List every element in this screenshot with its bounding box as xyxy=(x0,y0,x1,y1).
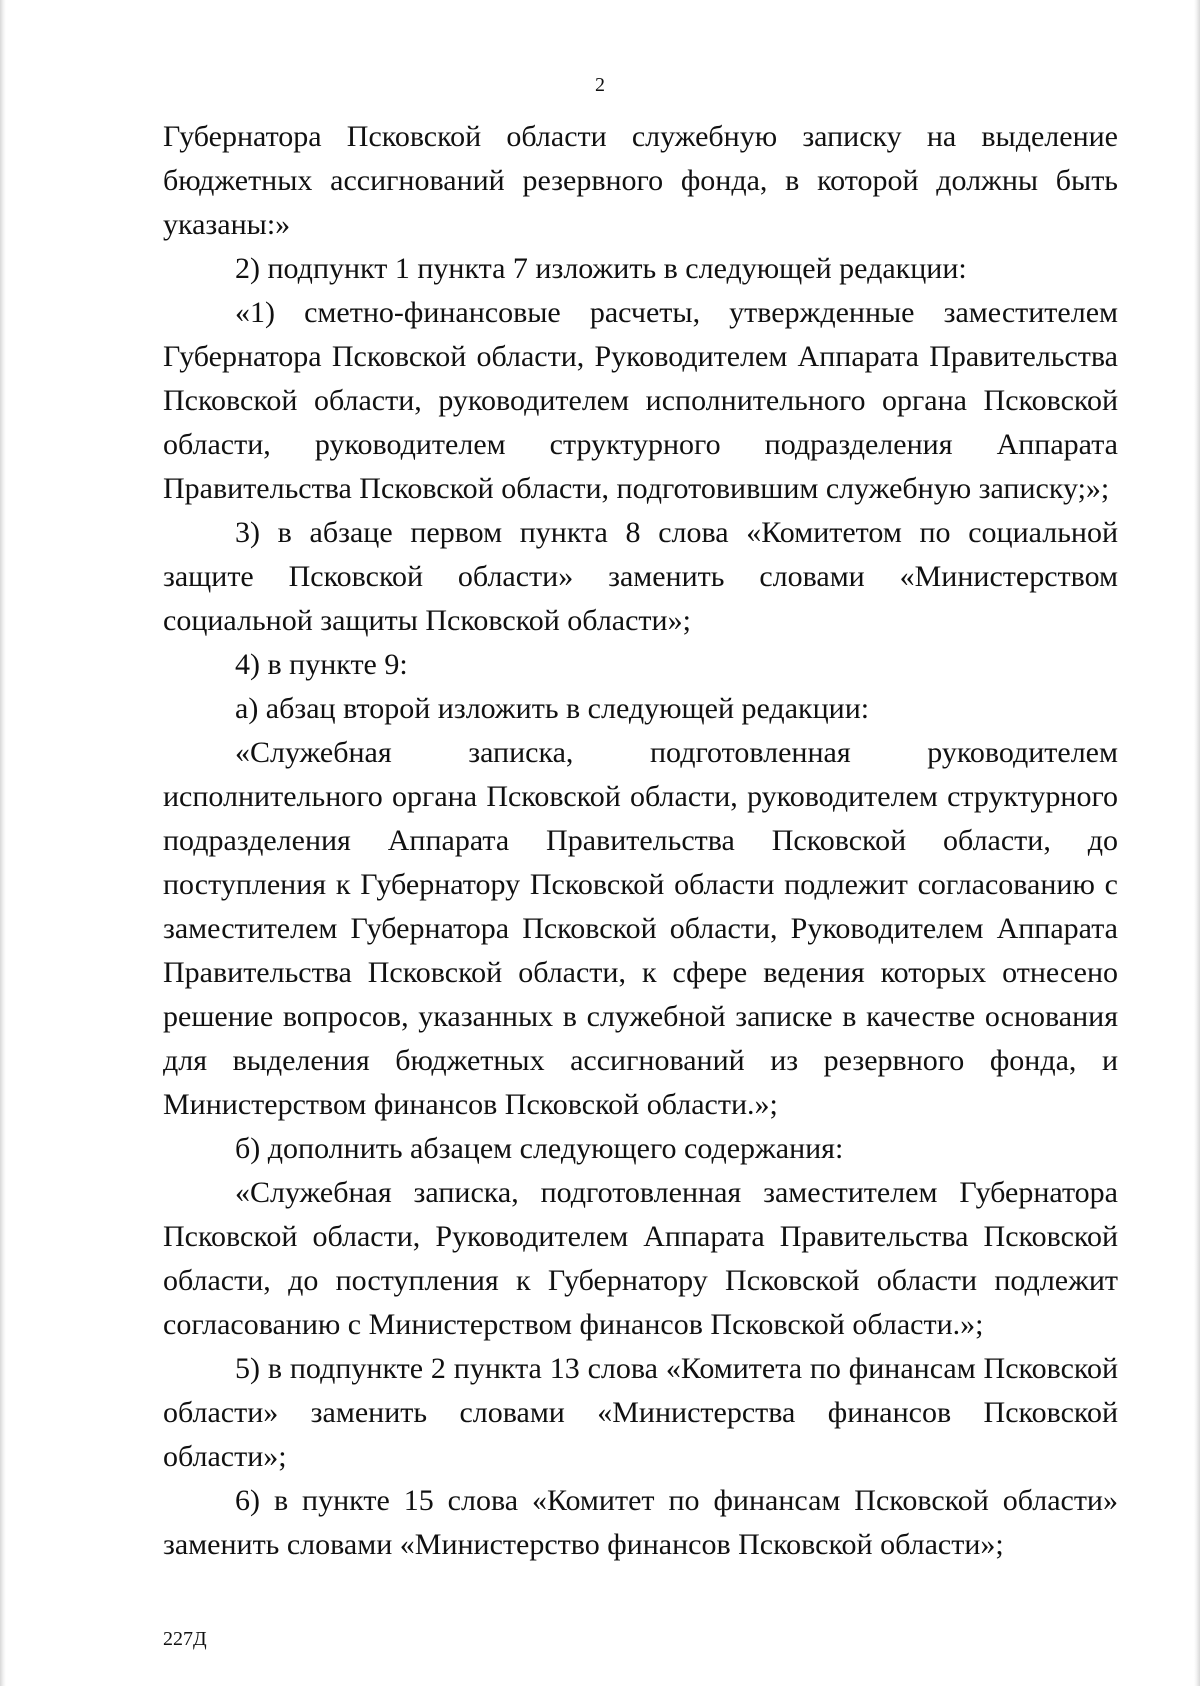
paragraph-item-5: 5) в подпункте 2 пункта 13 слова «Комитета по финансам Псковской области» заменить словами «Министерства финансов Псковской области»; xyxy=(163,1352,1118,1473)
paragraph-item-3: 3) в абзаце первом пункта 8 слова «Комитетом по социальной защите Псковской области» заменить словами «Министерством социальной защиты Псковской области»; xyxy=(163,516,1118,637)
paragraph-item-2: 2) подпункт 1 пункта 7 изложить в следующей редакции: xyxy=(235,252,967,285)
paragraph-item-6: 6) в пункте 15 слова «Комитет по финансам Псковской области» заменить словами «Министерство финансов Псковской области»; xyxy=(163,1484,1118,1561)
paragraph-item-4b: б) дополнить абзацем следующего содержания: xyxy=(235,1132,844,1165)
paragraph-item-4a: а) абзац второй изложить в следующей редакции: xyxy=(235,692,870,725)
paragraph-item-4a-text: «Служебная записка, подготовленная руководителем исполнительного органа Псковской области, руководителем структурного подразделения Аппарата Правительства Псковской области, до поступления к Губернатору Псковской области подлежит согласованию с заместителем Губернатора Псковской области, Руководителем Аппарата Правительства Псковской области, к сфере ведения которых отнесено решение вопросов, указанных в служебной записке в качестве основания для выделения бюджетных ассигнований из резервного фонда, и Министерством финансов Псковской области.»; xyxy=(163,736,1118,1121)
footer-document-code: 227Д xyxy=(163,1628,207,1650)
scan-edge-right xyxy=(1194,0,1200,1686)
paragraph-item-2-text: «1) сметно-финансовые расчеты, утвержденные заместителем Губернатора Псковской области, Руководителем Аппарата Правительства Псковской области, руководителем исполнительного органа Псковской области, руководителем структурного подразделения Аппарата Правительства Псковской области, подготовившим служебную записку;»; xyxy=(163,296,1118,505)
paragraph-continuation: Губернатора Псковской области служебную записку на выделение бюджетных ассигнований резервного фонда, в которой должны быть указаны:» xyxy=(163,120,1118,241)
page-number: 2 xyxy=(595,74,605,96)
document-body xyxy=(163,115,1118,1567)
paragraph-item-4b-text: «Служебная записка, подготовленная заместителем Губернатора Псковской области, Руководителем Аппарата Правительства Псковской области, до поступления к Губернатору Псковской области подлежит согласованию с Министерством финансов Псковской области.»; xyxy=(163,1176,1118,1341)
paragraph-item-4: 4) в пункте 9: xyxy=(235,648,408,681)
scan-edge-left xyxy=(0,0,6,1686)
